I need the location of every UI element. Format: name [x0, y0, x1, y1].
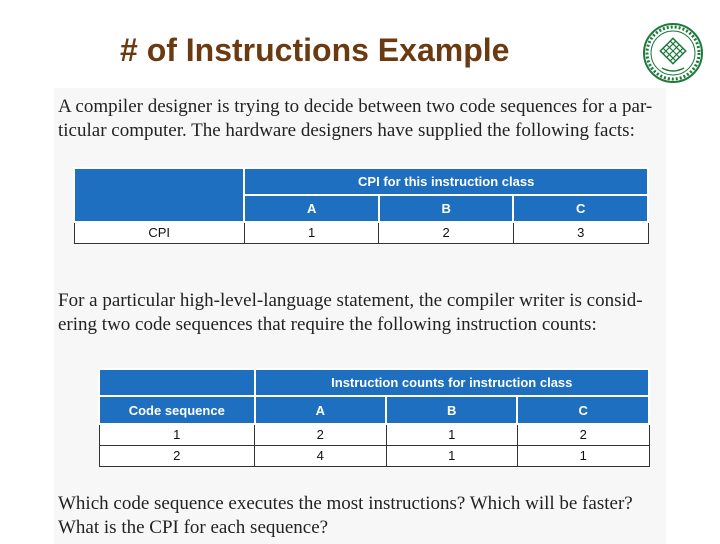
cpi-row-label: CPI: [74, 222, 244, 243]
counts-line-2: ering two code sequences that require the following instruction counts:: [58, 314, 597, 335]
intro-paragraph: [58, 95, 652, 143]
counts-table-class-a: A: [255, 396, 386, 424]
cpi-value-b: 2: [379, 222, 514, 243]
counts-table-group-header: Instruction counts for instruction class: [255, 369, 649, 396]
sequence-1-count-c: 2: [517, 424, 649, 445]
sequence-1-count-b: 1: [386, 424, 517, 445]
intro-line-1: A compiler designer is trying to decide between two code sequences for a par-: [58, 96, 653, 117]
sequence-2-count-a: 4: [255, 445, 386, 466]
counts-table-class-b: B: [386, 396, 517, 424]
cpi-table-class-a: A: [244, 195, 379, 222]
university-seal-icon: [642, 22, 704, 84]
sequence-1-count-a: 2: [255, 424, 386, 445]
question-line-1: Which code sequence executes the most instructions? Which will be faster?: [58, 493, 633, 514]
cpi-value-c: 3: [513, 222, 648, 243]
instruction-counts-table: [98, 368, 650, 467]
cpi-value-a: 1: [244, 222, 379, 243]
counts-table-corner: [99, 369, 255, 396]
sequence-2-count-b: 1: [386, 445, 517, 466]
cpi-table: [73, 167, 649, 244]
intro-line-2: ticular computer. The hardware designers have supplied the following facts:: [58, 120, 635, 141]
cpi-table-group-header: CPI for this instruction class: [244, 168, 648, 195]
cpi-table-corner: [74, 168, 244, 222]
sequence-1-label: 1: [99, 424, 255, 445]
sequence-2-count-c: 1: [517, 445, 649, 466]
counts-table-sequence-header: Code sequence: [99, 396, 255, 424]
table-row: [99, 445, 649, 466]
counts-line-1: For a particular high-level-language statement, the compiler writer is consid-: [58, 290, 643, 311]
question-paragraph: [58, 492, 633, 540]
cpi-table-class-c: C: [513, 195, 648, 222]
table-row: [74, 222, 648, 243]
question-line-2: What is the CPI for each sequence?: [58, 517, 329, 538]
sequence-2-label: 2: [99, 445, 255, 466]
counts-table-class-c: C: [517, 396, 649, 424]
cpi-table-class-b: B: [379, 195, 514, 222]
table-row: [99, 424, 649, 445]
counts-paragraph: [58, 289, 643, 337]
slide-title: # of Instructions Example: [120, 32, 510, 68]
